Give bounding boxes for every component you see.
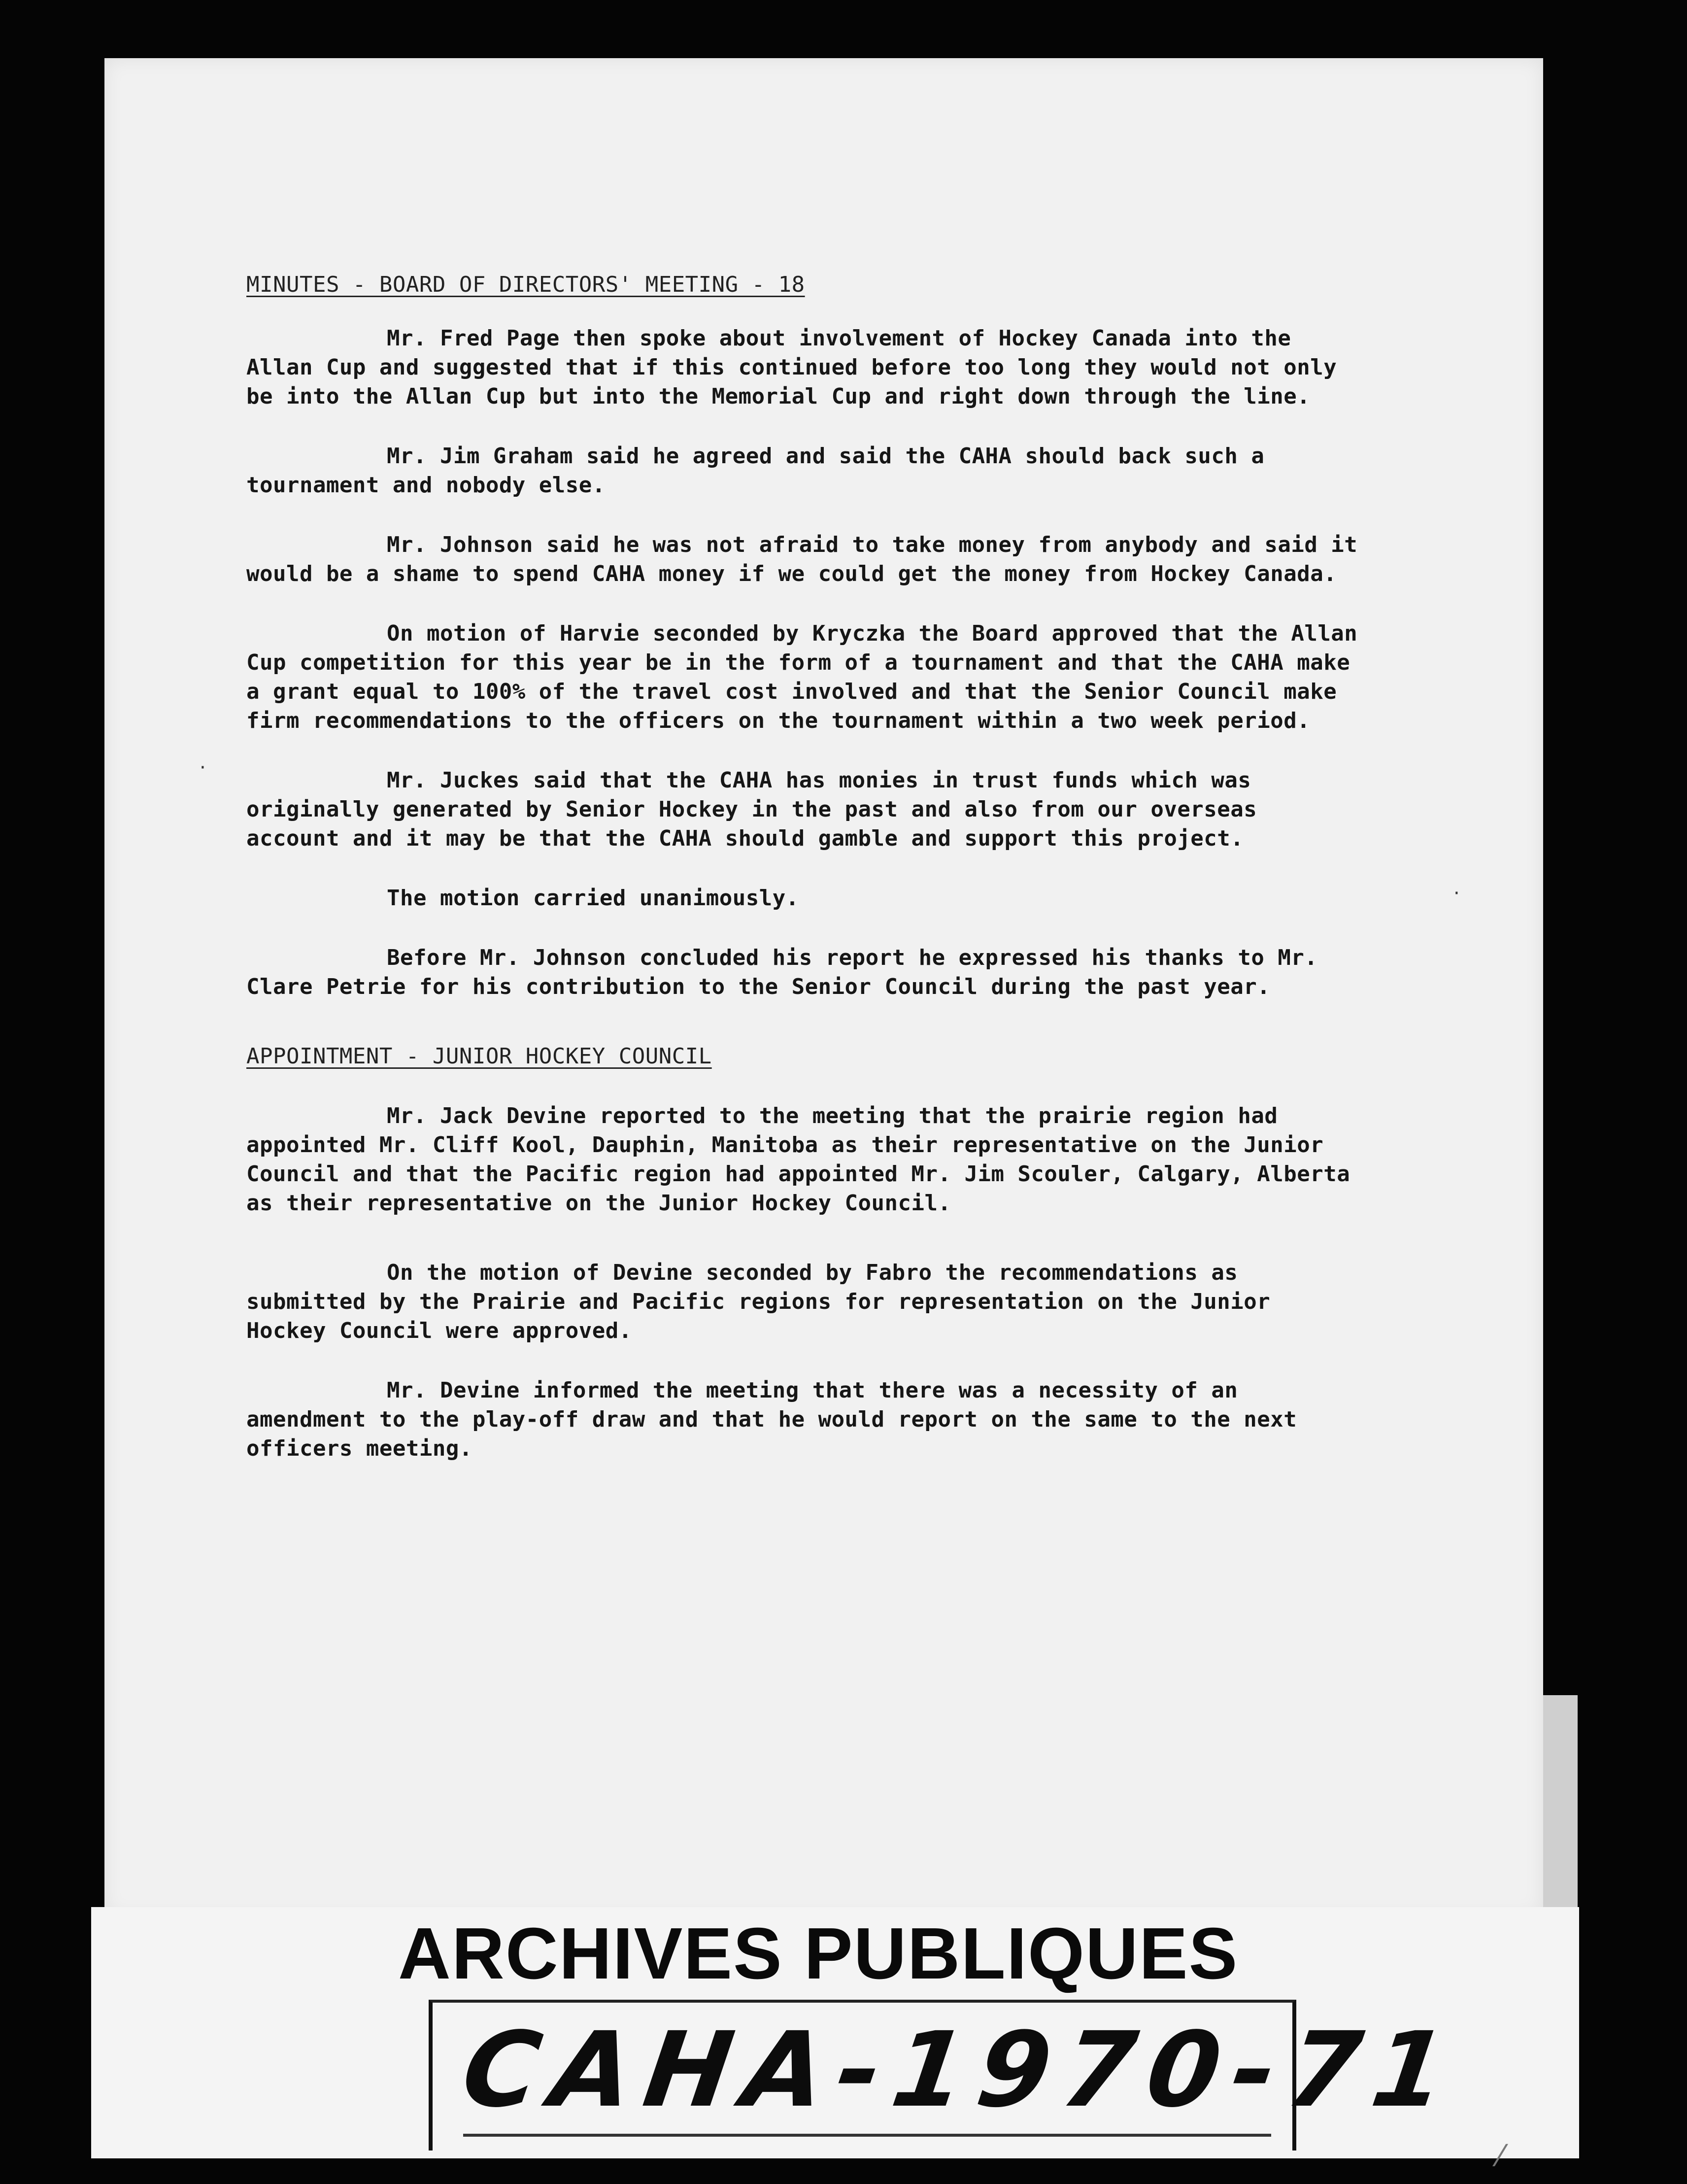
archive-stamp-handwritten-label (455, 2005, 1467, 2130)
paragraph: Mr. Jim Graham said he agreed and said the CAHA should back such a tournament and nobody else. (246, 444, 1265, 498)
paragraph: Mr. Jack Devine reported to the meeting that the prairie region had appointed Mr. Cliff Kool, Dauphin, Manitoba as their representative on the Junior Council and that the Pacific region had appointed Mr. Jim Scouler, Calgary, Alberta as their representative on the Junior Hockey Council. (246, 1103, 1350, 1216)
document-body (246, 270, 1360, 1463)
paragraph: On the motion of Devine seconded by Fabro the recommendations as submitted by the Prairie and Pacific regions for representation on the Junior Hockey Council were approved. (246, 1260, 1271, 1343)
archive-stamp-title: ARCHIVES PUBLIQUES (398, 1913, 1239, 1994)
paragraph: Mr. Devine informed the meeting that there was a necessity of an amendment to the play-off draw and that he would report on the same to the next officers meeting. (246, 1378, 1297, 1461)
paragraph: The motion carried unanimously. (387, 886, 799, 911)
margin-mark: ⁄ (1498, 2139, 1503, 2173)
section-heading: APPOINTMENT - JUNIOR HOCKEY COUNCIL (246, 1044, 712, 1069)
paragraph: Mr. Johnson said he was not afraid to take money from anybody and said it would be a shame to spend CAHA money if we could get the money from Hockey Canada. (246, 532, 1358, 586)
paragraph: Mr. Fred Page then spoke about involvement of Hockey Canada into the Allan Cup and suggested that if this continued before too long they would not only be into the Allan Cup but into the Memorial Cup and right down through the line. (246, 326, 1337, 409)
paragraph: Before Mr. Johnson concluded his report he expressed his thanks to Mr. Clare Petrie for his contribution to the Senior Council during the past year. (246, 945, 1318, 999)
margin-mark: · (200, 756, 206, 779)
page-header: MINUTES - BOARD OF DIRECTORS' MEETING - 18 (246, 272, 805, 297)
handwritten-label-text: CAHA-1970-71 (455, 2009, 1467, 2130)
paragraph: On motion of Harvie seconded by Kryczka the Board approved that the Allan Cup competition for this year be in the form of a tournament and that the CAHA make a grant equal to 100% of the travel cost involved and that the Senior Council make firm recommendations to the officers on the tournament within a two week period. (246, 621, 1358, 733)
paragraph: Mr. Juckes said that the CAHA has monies in trust funds which was originally generated by Senior Hockey in the past and also from our overseas account and it may be that the CAHA should gamble and support this project. (246, 768, 1257, 851)
archive-stamp-underline (463, 2134, 1271, 2137)
margin-mark: · (1453, 882, 1460, 905)
